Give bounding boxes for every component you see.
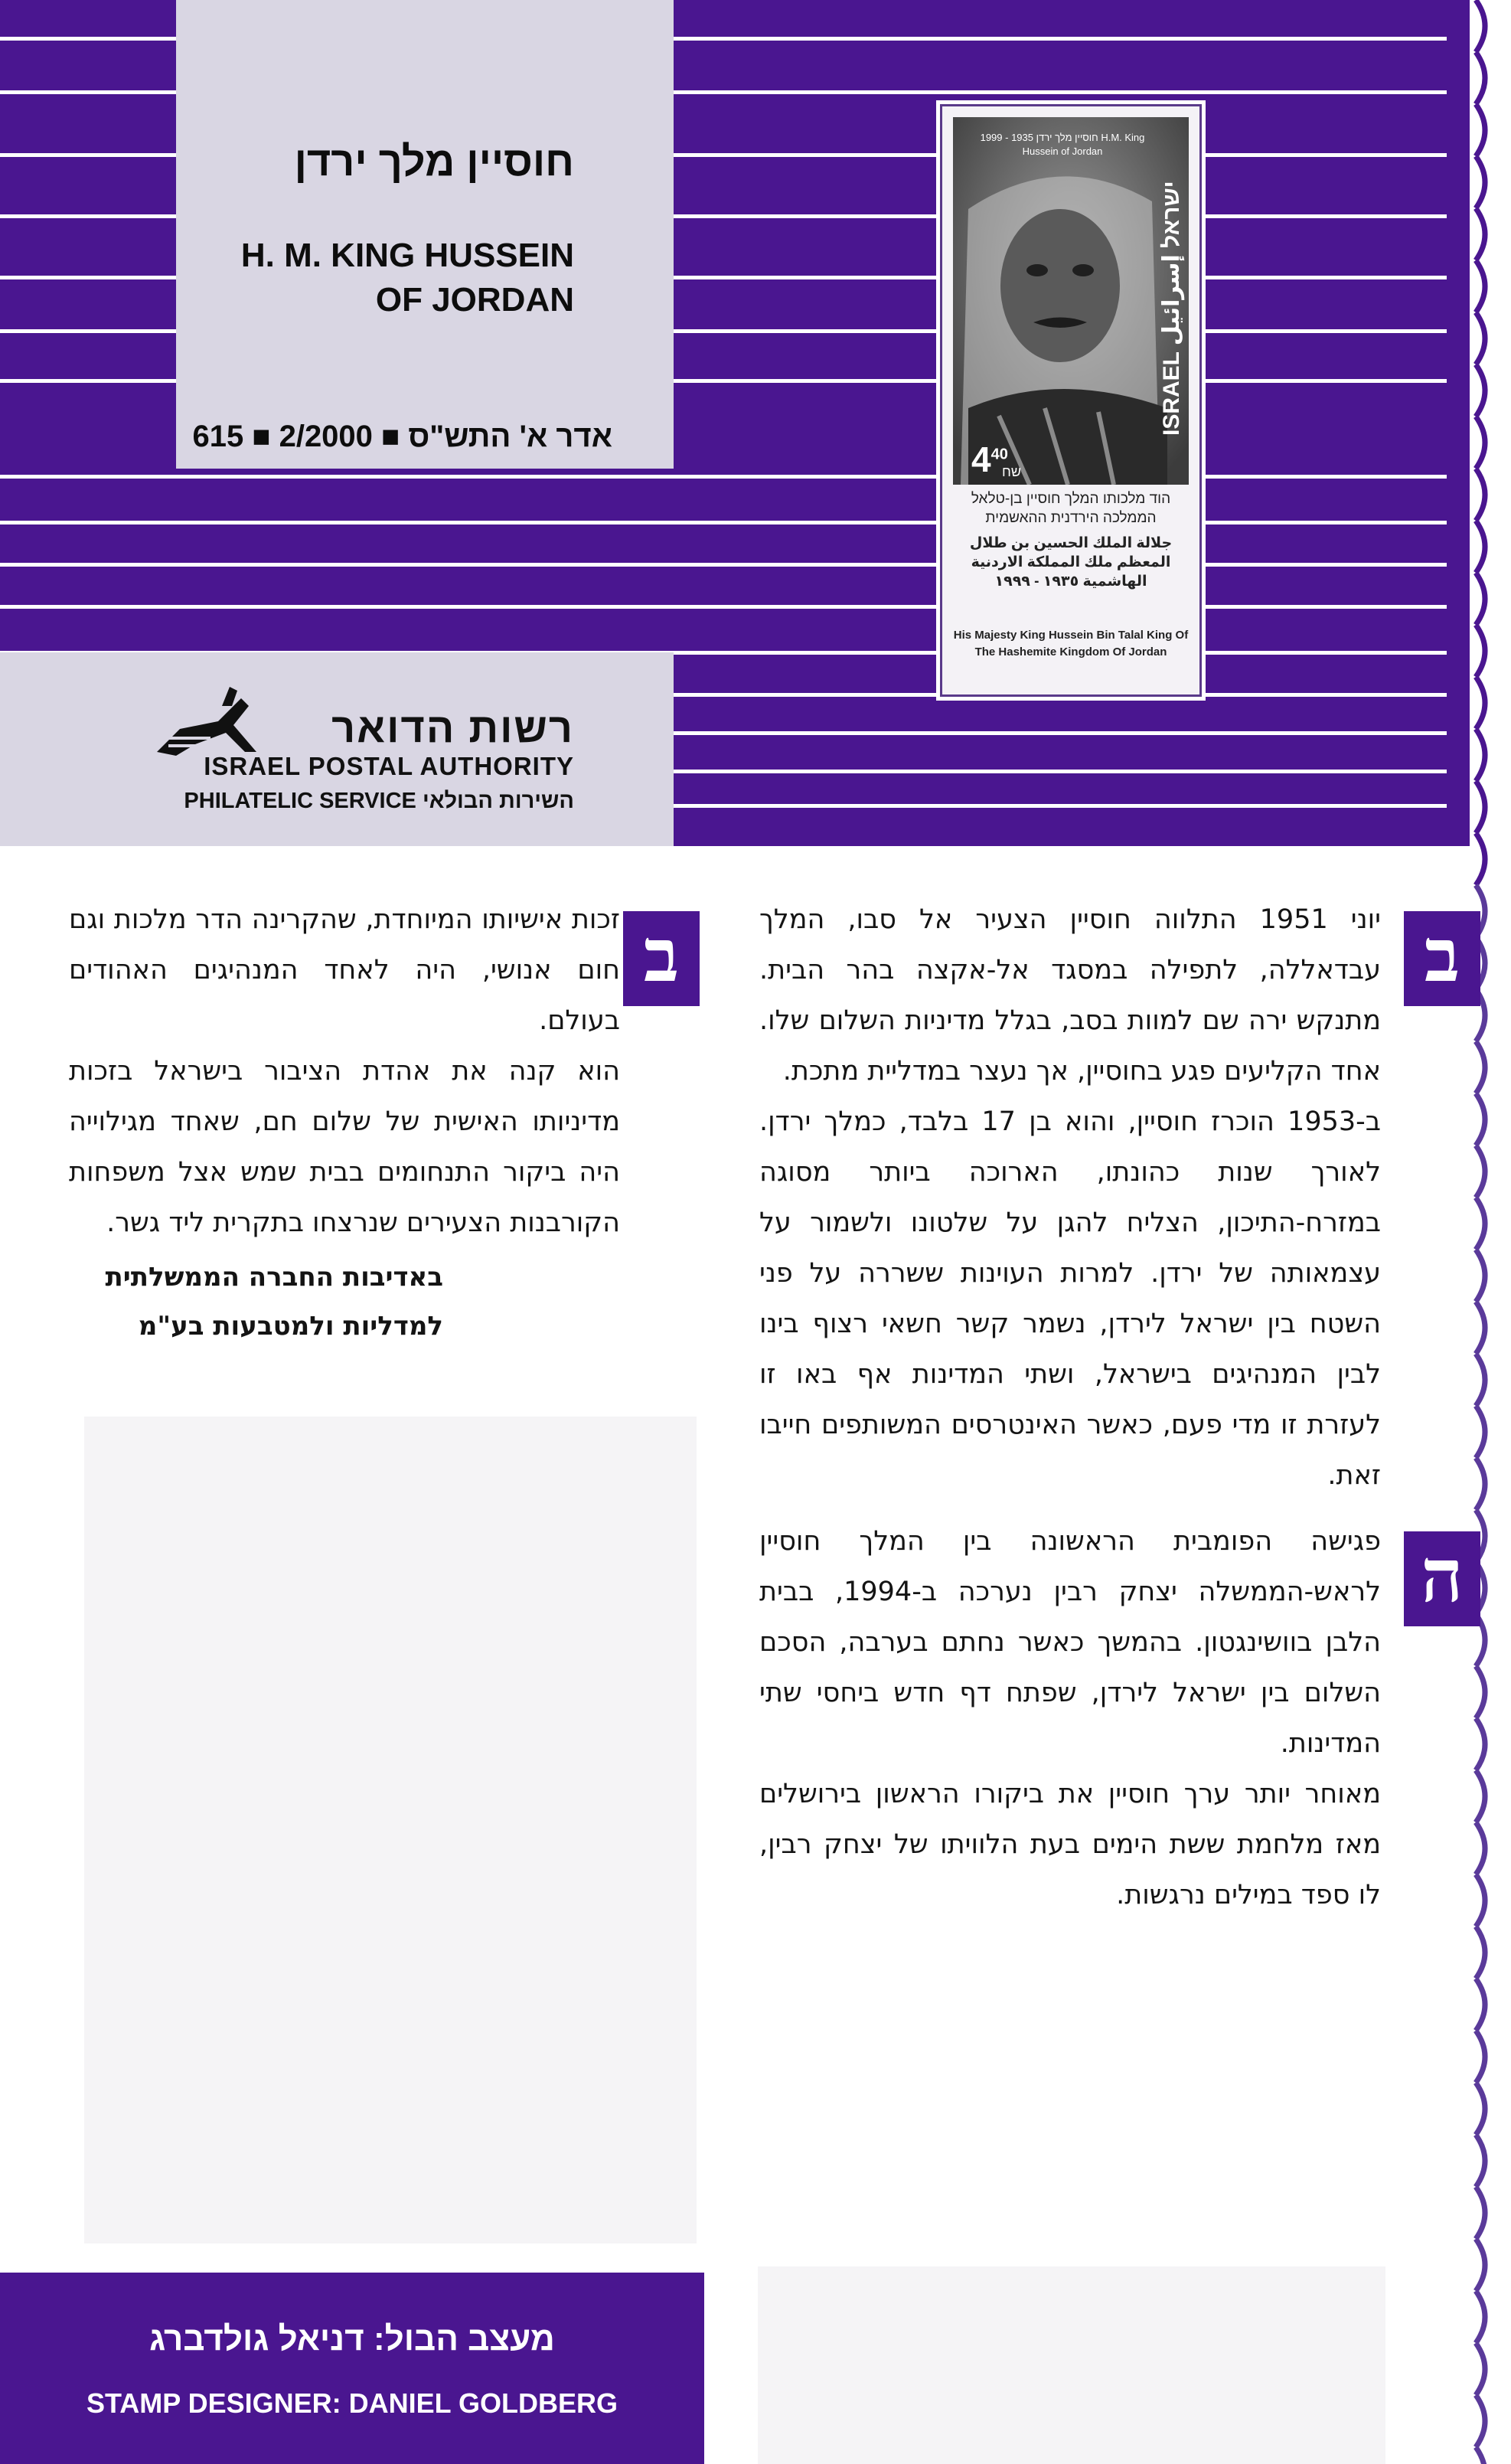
stamp [940, 104, 1202, 697]
stamp-tab-english: His Majesty King Hussein Bin Talal King Of The Hashemite Kingdom Of Jordan [953, 629, 1189, 658]
designer-english: STAMP DESIGNER: DANIEL GOLDBERG [86, 2387, 618, 2419]
show-through-area [84, 1417, 697, 2243]
drop-cap: ה [1404, 1531, 1480, 1626]
stamp-value-cents: 40 [990, 446, 1008, 463]
stripe [0, 521, 1447, 524]
authority-name-english: ISRAEL POSTAL AUTHORITY [204, 752, 574, 780]
issue-info: 615 ■ 2/2000 ■ אדר א' התש"ס [192, 420, 612, 453]
show-through-area [758, 2266, 1385, 2464]
stripe [0, 475, 1447, 479]
header-band [0, 0, 1447, 846]
stamp-unit: שח [1002, 464, 1021, 479]
paragraph: יוני 1951 התלווה חוסיין הצעיר אל סבו, המלך עבדאללה, לתפילה במסגד אל-אקצה בהר הבית. מתנקש ירה שם למוות בסב, בגלל מדיניות השלום שלו. אחד הקליעים פגע בחוסיין, אך נעצר במדליית מתכת. [759, 904, 1381, 1087]
designer-footer [0, 2273, 704, 2464]
drop-cap: ב [623, 911, 700, 1006]
stamp-tab-hebrew: הוד מלכותו המלך חוסיין בן-טלאל הממלכה הירדנית ההאשמית [971, 491, 1171, 526]
stamp-country: ISRAEL ישראל إسرائيل [1159, 181, 1184, 436]
paragraph: זכות אישיותו המיוחדת, שהקרינה הדר מלכות וגם חום אנושי, היה לאחד המנהיגים האהודים בעולם. [69, 904, 620, 1036]
stamp-value-whole: 4 [971, 440, 991, 479]
authority-panel [0, 652, 674, 846]
stamp-tab-caption [953, 489, 1189, 591]
page-title-english [115, 234, 574, 322]
paragraph: מאוחר יותר ערך חוסיין את ביקורו הראשון בירושלים מאז מלחמת ששת הימים בעת הלוויתו של יצחק רבין, לו ספד במילים נרגשות. [759, 1779, 1381, 1910]
page-title-hebrew: חוסיין מלך ירדן [294, 139, 574, 185]
perforated-edge [1447, 0, 1511, 2464]
stripe [0, 605, 1447, 609]
authority-name-hebrew: רשות הדואר [331, 705, 574, 751]
stamp-image [953, 117, 1189, 485]
title-en-line1: H. M. KING HUSSEIN [240, 237, 574, 274]
credit-line: באדיבות החברה הממשלתית [105, 1262, 443, 1292]
title-en-line2: OF JORDAN [375, 281, 574, 319]
right-text-column [759, 894, 1464, 1920]
paragraph: הוא קנה את אהדת הציבור בישראל בזכות מדיניותו האישית של שלום חם, שאחד מגילוייה היה ביקור התנחומים בבית שמש אצל משפחות הקורבנות הצעירים שנרצחו בתקרית ליד גשר. [69, 1056, 620, 1238]
stamp-top-text: חוסיין מלך ירדן 1935 - 1999 H.M. King Hussein of Jordan [980, 132, 1145, 157]
credit-line: למדליות ולמטבעות בע"מ [138, 1311, 443, 1341]
paragraph: פגישה הפומבית הראשונה בין המלך חוסיין לראש-הממשלה יצחק רבין נערכה ב-1994, בבית הלבן בוושינגטון. בהמשך כאשר נחתם בערבה, הסכם השלום בין ישראל לירדן, שפתח דף חדש ביחסי שתי המדינות. [759, 1526, 1381, 1759]
portrait-icon [953, 117, 1189, 485]
credit-note [106, 1253, 443, 1351]
left-text-column [69, 894, 680, 1248]
title-panel [176, 0, 674, 469]
designer-hebrew: מעצב הבול: דניאל גולדברג [149, 2320, 555, 2358]
paragraph: ב-1953 הוכרז חוסיין, והוא בן 17 בלבד, כמלך ירדן. לאורך שנות כהונתו, הארוכה ביותר מסוגה במזרח-התיכון, הצליח להגן על שלטונו ולשמור על עצמאותה של ירדן. למרות העוינות ששררה על פני השטח בין ישראל לירדן, נשמר קשר חשאי רצוף בינו לבין המנהיגים בישראל, ושתי המדינות אף באו זו לעזרת זו מדי פעם, כאשר האינטרסים המשותפים חייבו זאת. [759, 1106, 1381, 1491]
drop-cap: ב [1404, 911, 1480, 1006]
philatelic-service: PHILATELIC SERVICE השירות הבולאי [184, 789, 574, 813]
stripe [0, 563, 1447, 567]
stamp-tab-arabic: جلالة الملك الحسين بن طلال المعظم ملك المملكة الاردنية الهاشمية ١٩٣٥ - ١٩٩٩ [969, 535, 1173, 590]
